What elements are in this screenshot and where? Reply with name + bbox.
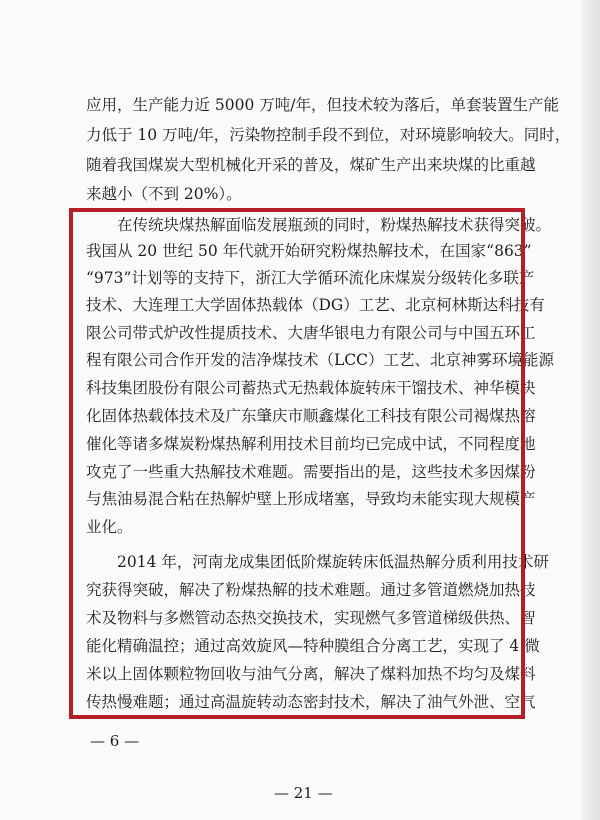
paragraph-line: 2014 年，河南龙成集团低阶煤旋转床低温热解分质利用技术研 — [117, 553, 549, 571]
paragraph-line: 与焦油易混合粘在热解炉壁上形成堵塞，导致均未能实现大规模产 — [86, 490, 536, 508]
paragraph-line: 力低于 10 万吨/年，污染物控制手段不到位，对环境影响较大。同时， — [86, 126, 571, 144]
paragraph-line: 我国从 20 世纪 50 年代就开始研究粉煤热解技术，在国家“863” — [86, 242, 532, 260]
paragraph-line: 随着我国煤炭大型机械化开采的普及，煤矿生产出来块煤的比重越 — [86, 156, 536, 174]
paragraph-line: 化固体热载体技术及广东肇庆市顺鑫煤化工科技有限公司褐煤热溶 — [86, 407, 536, 425]
paragraph-line: 应用，生产能力近 5000 万吨/年，但技术较为落后，单套装置生产能 — [86, 96, 560, 114]
paragraph-line: 术及物料与多燃管动态热交换技术，实现燃气多管道梯级供热、智 — [86, 609, 536, 627]
paragraph-line: 传热慢难题；通过高温旋转动态密封技术，解决了油气外泄、空气 — [86, 693, 536, 711]
paragraph-line: 业化。 — [86, 518, 133, 536]
outer-page-number: — 21 — — [274, 784, 333, 802]
paragraph-line: 在传统块煤热解面临发展瓶颈的同时，粉煤热解技术获得突破。 — [117, 216, 552, 234]
paragraph-line: 技术、大连理工大学固体热载体（DG）工艺、北京柯林斯达科技有 — [86, 296, 545, 314]
inner-page-number: — 6 — — [90, 732, 140, 750]
paragraph-line: 究获得突破，解决了粉煤热解的技术难题。通过多管道燃烧加热技 — [86, 581, 536, 599]
paragraph-line: 科技集团股份有限公司蓄热式无热载体旋转床干馏技术、神华模块 — [86, 379, 536, 397]
paragraph-line: 来越小（不到 20%）。 — [86, 185, 242, 203]
page-edge-shadow — [582, 0, 600, 820]
paragraph-line: 能化精确温控；通过高效旋风—特种膜组合分离工艺，实现了 4 微 — [86, 637, 540, 655]
paragraph-line: 攻克了一些重大热解技术难题。需要指出的是，这些技术多因煤粉 — [86, 463, 536, 481]
paragraph-line: 催化等诸多煤炭粉煤热解利用技术目前均已完成中试，不同程度地 — [86, 435, 536, 453]
paragraph-line: 米以上固体颗粒物回收与油气分离，解决了煤料加热不均匀及煤料 — [86, 665, 536, 683]
paragraph-line: “973”计划等的支持下，浙江大学循环流化床煤炭分级转化多联产 — [86, 269, 535, 287]
highlight-box — [69, 208, 555, 719]
paragraph-line: 限公司带式炉改性提质技术、大唐华银电力有限公司与中国五环工 — [86, 324, 536, 342]
paragraph-line: 程有限公司合作开发的洁净煤技术（LCC）工艺、北京神雾环境能源 — [86, 351, 555, 369]
